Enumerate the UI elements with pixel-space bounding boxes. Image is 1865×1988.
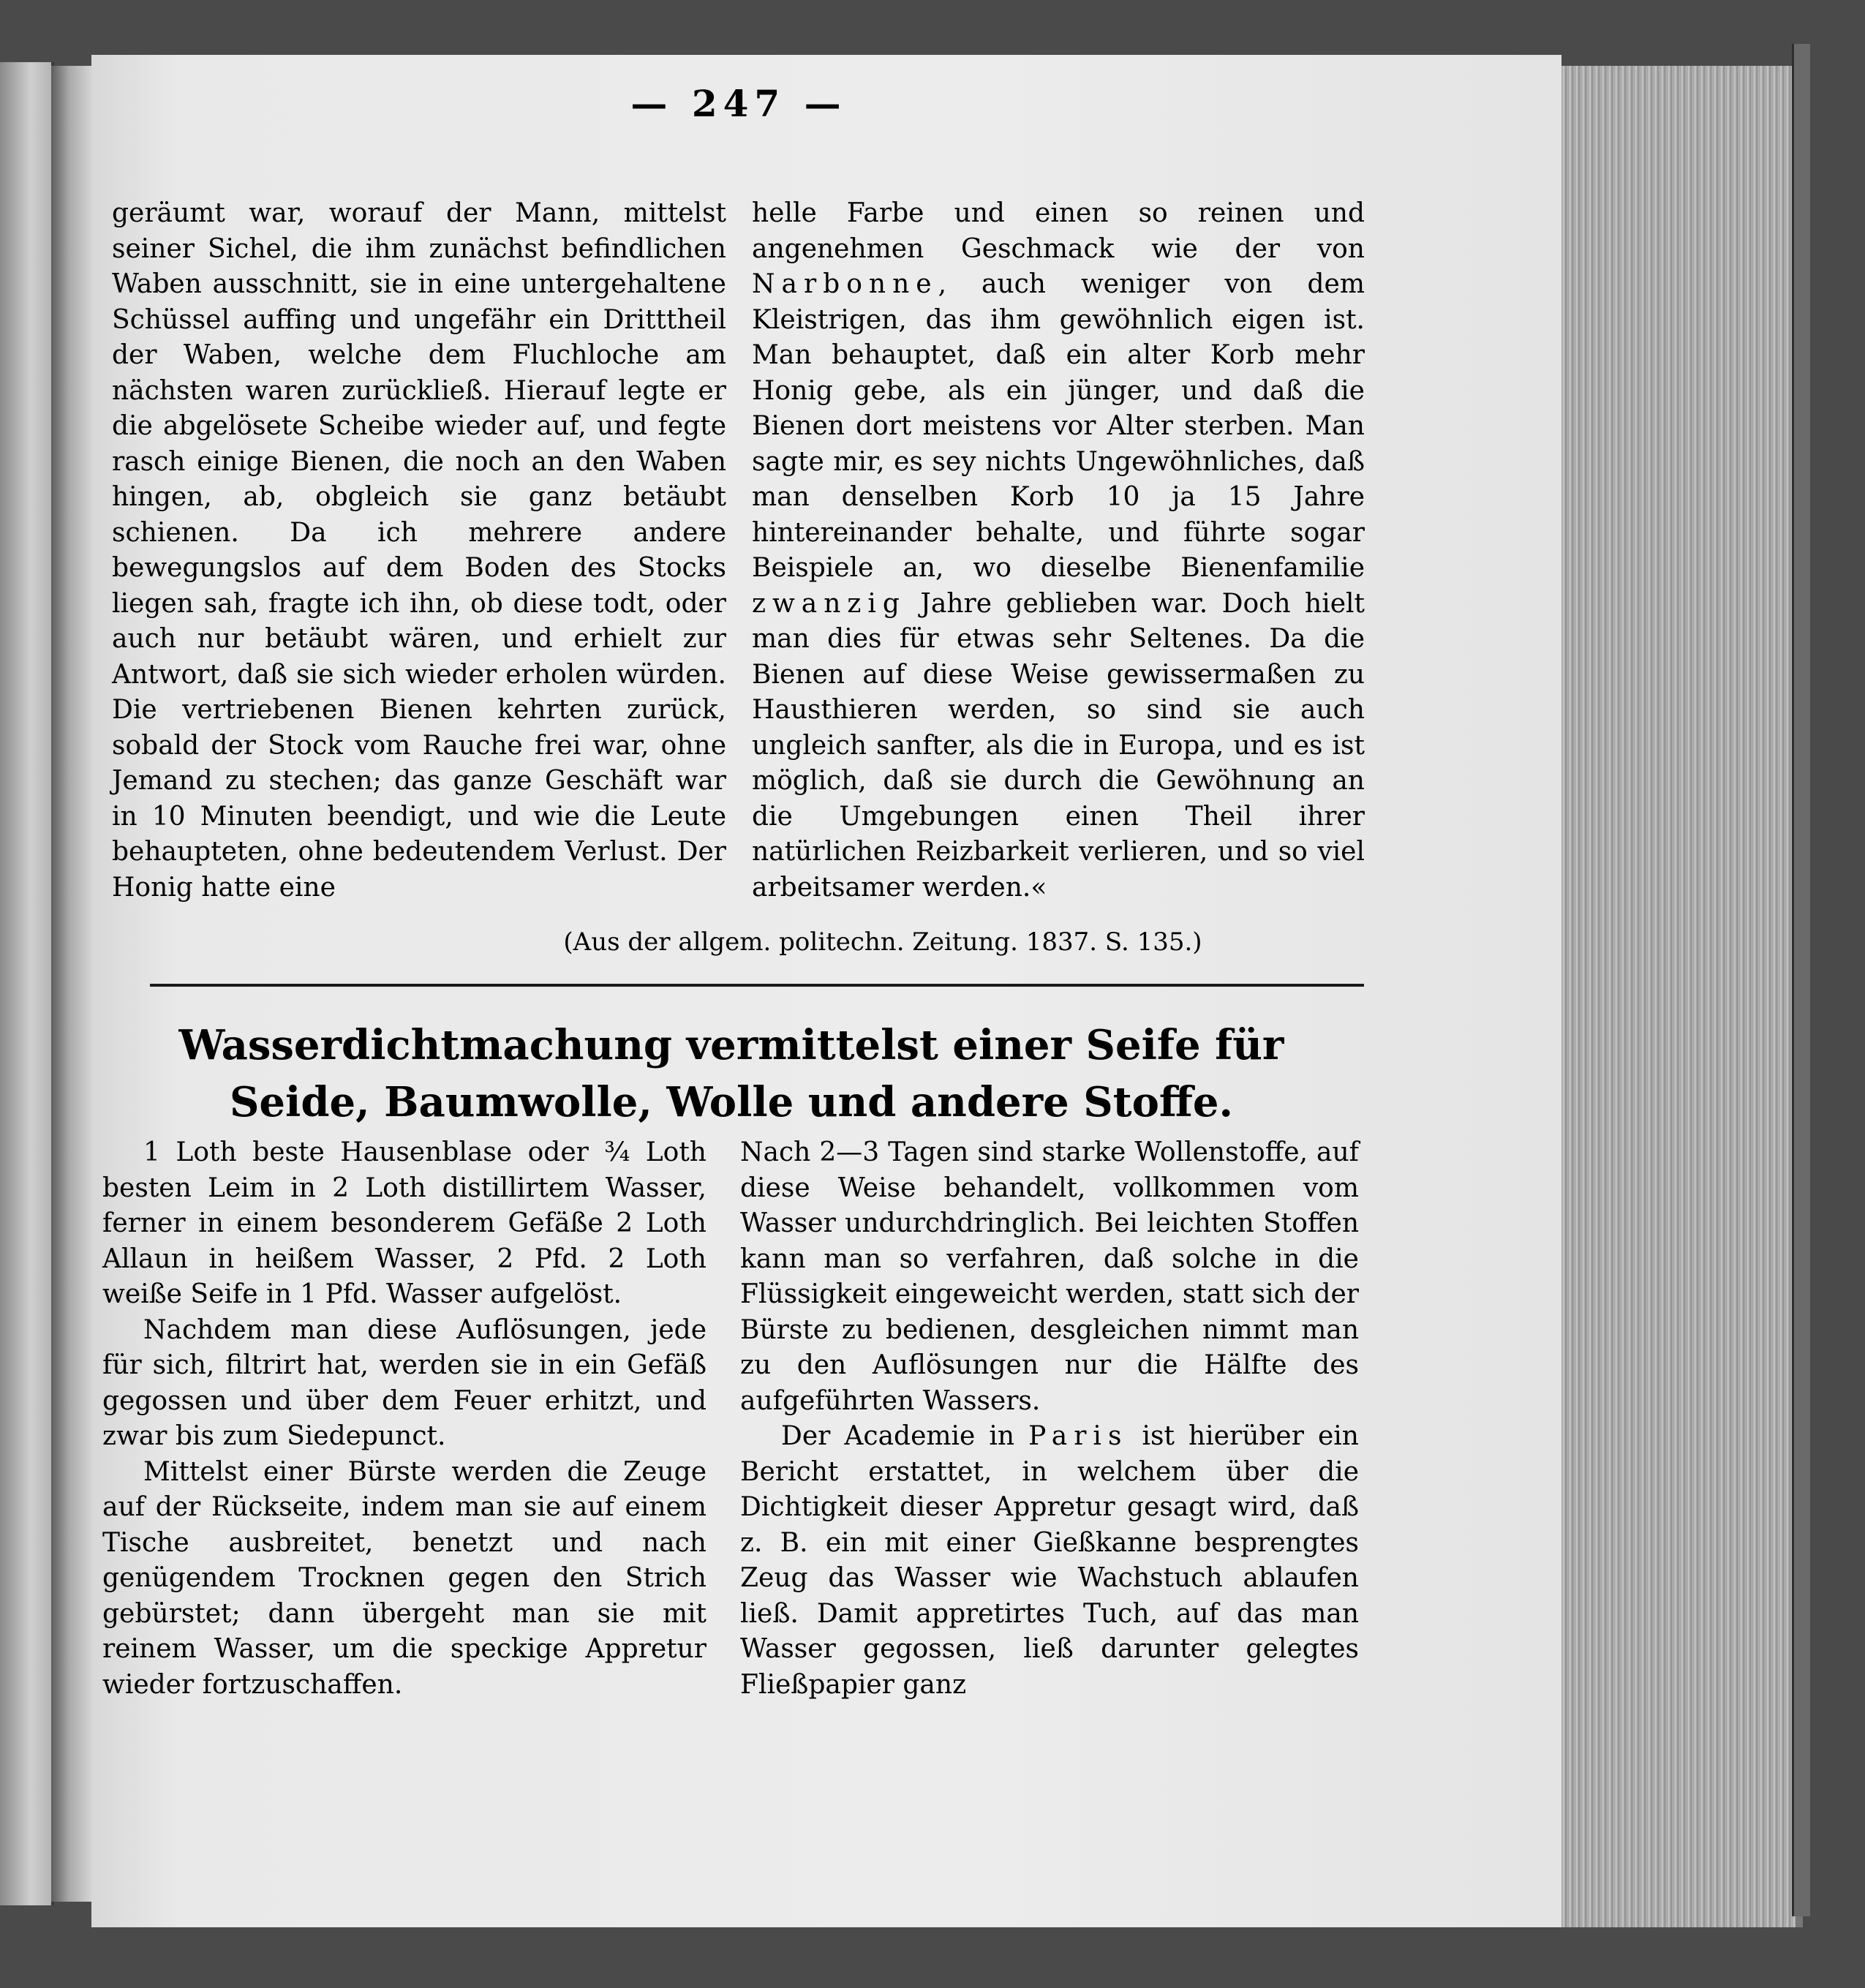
column-bottom-right xyxy=(740,1135,1359,1703)
column-top-right xyxy=(752,196,1365,905)
paragraph xyxy=(740,1419,1359,1703)
spaced-word: zwanzig xyxy=(752,588,906,619)
book-gutter xyxy=(51,66,95,1902)
text-run: helle Farbe und einen so reinen und angenehmen Geschmack wie der von xyxy=(752,198,1365,264)
column-bottom-left xyxy=(102,1135,707,1703)
text-run: Der Academie in xyxy=(781,1421,1029,1451)
text-run: , auch weniger von dem Kleistrigen, das ihm gewöhnlich eigen ist. Man behauptet, daß ein alter Korb mehr Honig gebe, als ein jünger, und daß die Bienen dort meistens vor Alter sterben. Man sagte mir, es sey nichts Ungewöhnliches, daß man denselben Korb 10 ja 15 Jahre hintereinander behalte, und führte sogar Beispiele an, wo dieselbe Bienenfamilie xyxy=(752,269,1365,583)
spaced-word: Paris xyxy=(1028,1421,1129,1451)
left-page-edge xyxy=(0,62,54,1905)
paragraph: Mittelst einer Bürste werden die Zeuge auf der Rückseite, indem man sie auf einem Tische ausbreitet, benetzt und nach genügendem Trocknen gegen den Strich gebürstet; dann übergeht man sie mit reinem Wasser, um die speckige Appretur wieder fortzuschaffen. xyxy=(102,1456,707,1700)
text-run: Jahre geblieben war. Doch hielt man dies für etwas sehr Seltenes. Da die Bienen auf diese Weise gewissermaßen zu Hausthieren werden, so sind sie auch ungleich sanfter, als die in Europa, und es ist möglich, daß sie durch die Gewöhnung an die Umgebungen einen Theil ihrer natürlichen Reizbarkeit verlieren, und so viel arbeitsamer werden.« xyxy=(752,588,1365,903)
column-top-left xyxy=(112,196,726,905)
page-edges xyxy=(1561,66,1803,1927)
page-number: — 247 — xyxy=(630,82,847,125)
paragraph: Nach 2—3 Tagen sind starke Wollenstoffe, auf diese Weise behandelt, vollkommen vom Wasser undurchdringlich. Bei leichten Stoffen kann man so verfahren, daß solche in die Flüssigkeit eingeweicht werden, statt sich der Bürste zu bedienen, desgleichen nimmt man zu den Auflösungen nur die Hälfte des aufgeführten Wassers. xyxy=(740,1137,1359,1416)
paragraph: geräumt war, worauf der Mann, mittelst seiner Sichel, die ihm zunächst befindlichen Waben ausschnitt, sie in eine untergehaltene Schüssel auffing und ungefähr ein Dritttheil der Waben, welche dem Fluchloche am nächsten waren zurückließ. Hierauf legte er die abgelösete Scheibe wieder auf, und fegte rasch einige Bienen, die noch an den Waben hingen, ab, obgleich sie ganz betäubt schienen. Da ich mehrere andere bewegungslos auf dem Boden des Stocks liegen sah, fragte ich ihn, ob diese todt, oder auch nur betäubt wären, und erhielt zur Antwort, daß sie sich wieder erholen würden. Die vertriebenen Bienen kehrten zurück, sobald der Stock vom Rauche frei war, ohne Jemand zu stechen; das ganze Geschäft war in 10 Minuten beendigt, und wie die Leute behaupteten, ohne bedeutendem Verlust. Der Honig hatte eine xyxy=(112,198,726,903)
spaced-word: Narbonne xyxy=(752,269,938,299)
paragraph: Nachdem man diese Auflösungen, jede für sich, filtrirt hat, werden sie in ein Gefäß gegossen und über dem Feuer erhitzt, und zwar bis zum Siedepunct. xyxy=(102,1314,707,1451)
source-citation: (Aus der allgem. politechn. Zeitung. 1837. S. 135.) xyxy=(563,927,1202,957)
section-divider xyxy=(150,984,1364,987)
paragraph xyxy=(752,196,1365,905)
text-run: ist hierüber ein Bericht erstattet, in welchem über die Dichtigkeit dieser Appretur gesagt wird, daß z. B. ein mit einer Gießkanne besprengtes Zeug das Wasser wie Wachstuch ablaufen ließ. Damit appretirtes Tuch, auf das man Wasser gegossen, ließ darunter gelegtes Fließpapier ganz xyxy=(740,1421,1359,1700)
article-heading: Wasserdichtmachung vermittelst einer Seife für Seide, Baumwolle, Wolle und andere Stoffe. xyxy=(178,1021,1284,1126)
book-cover-edge xyxy=(1792,44,1810,1916)
paragraph: 1 Loth beste Hausenblase oder ¾ Loth besten Leim in 2 Loth distillirtem Wasser, ferner in einem besonderem Gefäße 2 Loth Allaun in heißem Wasser, 2 Pfd. 2 Loth weiße Seife in 1 Pfd. Wasser aufgelöst. xyxy=(102,1137,707,1309)
